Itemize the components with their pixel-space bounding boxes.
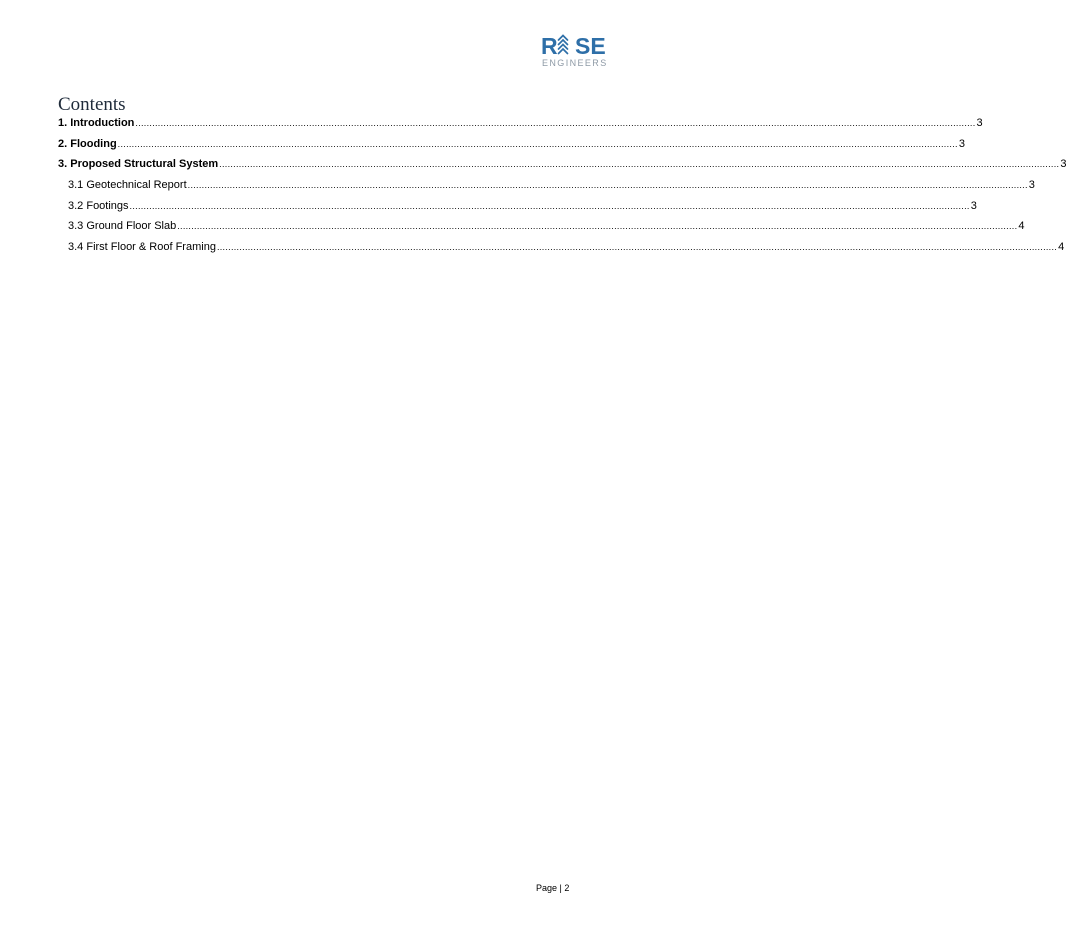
table-of-contents: [58, 117, 1066, 262]
rise-engineers-logo-mark: [540, 32, 604, 58]
toc-entry-page-number: 3: [1028, 179, 1035, 192]
toc-dot-leader: ............................................................................................................................................................................................................................................................................................................: [187, 180, 1028, 191]
svg-text:SE: SE: [575, 33, 606, 59]
toc-dot-leader: ............................................................................................................................................................................................................................................................................................................: [135, 118, 976, 128]
toc-entry-title: 3. Proposed Structural System: [58, 158, 219, 171]
toc-heading: Contents: [58, 94, 126, 115]
toc-dot-leader: ............................................................................................................................................................................................................................................................................................................: [129, 200, 970, 211]
toc-entry-title: 3.1 Geotechnical Report: [68, 179, 187, 192]
company-logo: [540, 32, 610, 72]
toc-dot-leader: ............................................................................................................................................................................................................................................................................................................: [219, 159, 1060, 170]
toc-entry-title: 1. Introduction: [58, 117, 135, 129]
toc-entry-page-number: 3: [976, 117, 983, 129]
logo-subtext: ENGINEERS: [542, 58, 608, 68]
toc-entry[interactable]: [58, 179, 1035, 200]
toc-dot-leader: ............................................................................................................................................................................................................................................................................................................: [216, 242, 1058, 253]
toc-entry-page-number: 4: [1018, 220, 1025, 233]
svg-text:R: R: [541, 33, 558, 59]
toc-entry[interactable]: [58, 117, 983, 138]
toc-entry-title: 3.3 Ground Floor Slab: [68, 220, 177, 233]
toc-dot-leader: ............................................................................................................................................................................................................................................................................................................: [117, 138, 958, 149]
toc-entry[interactable]: [58, 241, 1065, 262]
toc-entry-page-number: 3: [1060, 158, 1066, 171]
toc-entry[interactable]: [58, 199, 977, 221]
toc-entry-title: 3.2 Footings: [68, 199, 129, 212]
toc-entry-page-number: 3: [958, 137, 965, 150]
toc-entry-page-number: 4: [1058, 241, 1065, 254]
toc-entry[interactable]: [58, 220, 1025, 241]
page-number: Page | 2: [536, 883, 570, 893]
toc-dot-leader: ............................................................................................................................................................................................................................................................................................................: [177, 221, 1018, 232]
toc-entry-title: 2. Flooding: [58, 137, 117, 150]
toc-entry-title: 3.4 First Floor & Roof Framing: [68, 241, 216, 254]
toc-entry-page-number: 3: [970, 199, 977, 212]
toc-entry[interactable]: [58, 137, 965, 159]
toc-entry[interactable]: [58, 158, 1066, 179]
